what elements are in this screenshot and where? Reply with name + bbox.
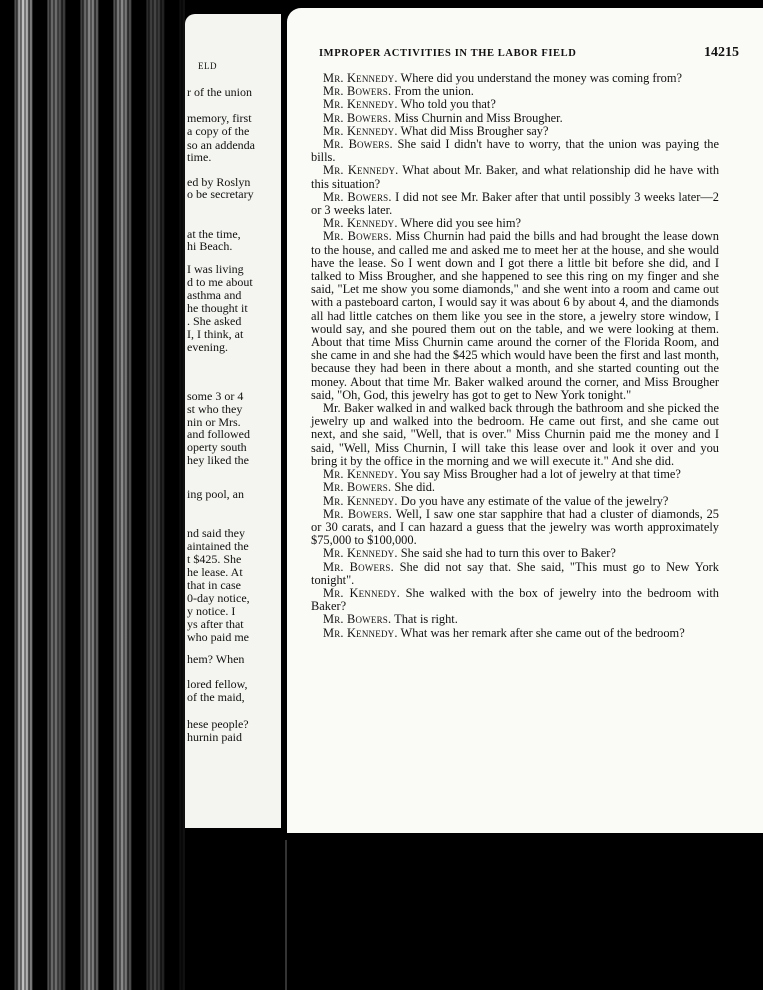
left-page-line: o be secretary	[187, 187, 254, 201]
speaker-name: Mr. Kennedy.	[323, 467, 398, 482]
speaker-name: Mr. Bowers.	[323, 189, 392, 204]
speaker-name: Mr. Kennedy.	[323, 97, 398, 112]
left-page-line: hurnin paid	[187, 730, 242, 744]
paragraph-text: She said I didn't have to worry, that the union was paying the bills.	[311, 137, 719, 165]
speaker-name: Mr. Kennedy.	[323, 71, 398, 85]
paragraph-text: What did Miss Brougher say?	[397, 123, 549, 138]
left-page-line: lored fellow,	[187, 677, 248, 691]
left-page-line: of the maid,	[187, 690, 245, 704]
left-page-line: ys after that	[187, 617, 244, 631]
left-page-line: I, I think, at	[187, 327, 244, 341]
running-head-title: IMPROPER ACTIVITIES IN THE LABOR FIELD	[319, 48, 577, 59]
paragraph-text: Do you have any estimate of the value of the jewelry?	[397, 493, 669, 508]
right-page	[287, 8, 763, 833]
left-page-line: some 3 or 4	[187, 389, 244, 403]
left-page-line: I was living	[187, 262, 244, 276]
testimony-paragraph	[311, 561, 719, 587]
speaker-name: Mr. Bowers.	[323, 612, 392, 627]
left-page-line: hese people?	[187, 717, 249, 731]
speaker-name: Mr. Kennedy.	[323, 163, 399, 178]
paragraph-text: That is right.	[391, 612, 458, 627]
paragraph-text: You say Miss Brougher had a lot of jewelry at that time?	[397, 467, 681, 482]
left-page-line: that in case	[187, 578, 241, 592]
paragraph-text: Well, I saw one star sapphire that had a cluster of diamonds, 25 or 30 carats, and I can hazard a guess that the jewelry was worth approximately $75,000 to $100,000.	[311, 506, 719, 548]
speaker-name: Mr. Kennedy.	[323, 585, 401, 600]
left-page-line: . She asked	[187, 314, 242, 328]
left-page-line: a copy of the	[187, 124, 250, 138]
left-page-line: y notice. I	[187, 604, 236, 618]
speaker-name: Mr. Kennedy.	[323, 216, 398, 231]
scanner-edge-shadow	[0, 0, 185, 990]
speaker-name: Mr. Bowers.	[323, 84, 392, 99]
paragraph-text: I did not see Mr. Baker after that until possibly 3 weeks later—2 or 3 weeks later.	[311, 189, 719, 218]
left-page-line: time.	[187, 150, 212, 164]
scan-background	[287, 833, 763, 990]
left-page-line: and followed	[187, 427, 250, 441]
left-page-line: he lease. At	[187, 565, 243, 579]
speaker-name: Mr. Bowers.	[323, 506, 393, 521]
testimony-paragraph	[311, 508, 719, 548]
left-page-line: asthma and	[187, 288, 242, 302]
testimony-paragraph	[311, 138, 719, 164]
left-page-line: d to me about	[187, 275, 253, 289]
paragraph-text: Where did you understand the money was coming from?	[397, 71, 682, 85]
page-number: 14215	[704, 45, 739, 60]
testimony-paragraph	[311, 627, 719, 640]
left-page-line: 0-day notice,	[187, 591, 250, 605]
left-page-line: st who they	[187, 402, 243, 416]
paragraph-text: Miss Churnin had paid the bills and had brought the lease down to the house, and called me and asked me to meet her at the house, and she would have the lease. So I went down and I got there a little bit before she did, and I talked to Miss Brougher, and she happened to see this ring on my finger and she said, "Let me show you some diamonds," and she went into a room and came out with a pasteboard carton, I would say it was about 6 by about 4, and the diamonds all had little catches on them like you see in the store, a jewelry store window, I would say, and she poured them out on the table, and we were looking at them. About that time Miss Churnin came around the corner of the Florida Room, and she came in and she had the $425 which would have been the first and last month, because they had been in there about a month, and she started counting out the money. About that time Mr. Baker walked around the corner, and Miss Brougher said, "Oh, God, this jewelry has got to get to New York tonight."	[311, 229, 719, 402]
left-page-line: so an addenda	[187, 138, 255, 152]
left-page	[185, 14, 281, 828]
left-page-line: nin or Mrs.	[187, 415, 241, 429]
left-page-line: evening.	[187, 340, 228, 354]
paragraph-text: She walked with the box of jewelry into the bedroom with Baker?	[311, 585, 720, 614]
left-page-line: nd said they	[187, 526, 245, 540]
paragraph-text: She said she had to turn this over to Baker?	[397, 546, 616, 561]
paragraph-text: She did.	[391, 480, 435, 495]
paragraph-text: Where did you see him?	[397, 216, 521, 231]
page-crease	[285, 840, 287, 990]
left-page-line: r of the union	[187, 85, 252, 99]
left-page-line: hi Beach.	[187, 239, 233, 253]
left-page-line: ed by Roslyn	[187, 175, 251, 189]
left-page-line: hey liked the	[187, 453, 249, 467]
paragraph-text: From the union.	[391, 84, 474, 99]
testimony-text	[311, 72, 719, 640]
speaker-name: Mr. Bowers.	[323, 137, 393, 152]
testimony-paragraph	[311, 191, 719, 217]
speaker-name: Mr. Kennedy.	[323, 493, 398, 508]
speaker-name: Mr. Bowers.	[323, 110, 392, 125]
left-page-line: t $425. She	[187, 552, 242, 566]
testimony-paragraph	[311, 164, 719, 190]
left-page-line: he thought it	[187, 301, 248, 315]
paragraph-text: What was her remark after she came out of the bedroom?	[397, 625, 685, 640]
left-page-line: memory, first	[187, 111, 252, 125]
paragraph-text: She did not say that. She said, "This must go to New York tonight".	[311, 559, 719, 587]
left-page-line: who paid me	[187, 630, 249, 644]
testimony-paragraph	[311, 402, 719, 468]
speaker-name: Mr. Kennedy.	[323, 625, 398, 640]
left-page-line: hem? When	[187, 652, 245, 666]
paragraph-text: What about Mr. Baker, and what relationship did he have with this situation?	[311, 163, 720, 191]
left-page-line: operty south	[187, 440, 247, 454]
testimony-paragraph	[311, 230, 719, 402]
left-page-line: ing pool, an	[187, 487, 244, 501]
speaker-name: Mr. Kennedy.	[323, 123, 398, 138]
left-page-line: at the time,	[187, 227, 241, 241]
paragraph-text: Who told you that?	[397, 97, 496, 112]
speaker-name: Mr. Bowers.	[323, 480, 392, 495]
paragraph-text: Mr. Baker walked in and walked back through the bathroom and she picked the jewelry up and walked into the bedroom. He came out first, and she came out next, and she said, "Well, that is over." Miss Churnin paid me the money and I said, "Well, Miss Churnin, I will take this lease over and look it over and you bring it by the office in the morning and we will execute it." And she did.	[311, 401, 719, 468]
speaker-name: Mr. Kennedy.	[323, 546, 398, 561]
running-head	[319, 46, 739, 62]
speaker-name: Mr. Bowers.	[323, 559, 394, 574]
testimony-paragraph	[311, 587, 719, 613]
paragraph-text: Miss Churnin and Miss Brougher.	[391, 110, 563, 125]
left-page-header: ELD	[198, 61, 217, 71]
left-page-line: aintained the	[187, 539, 249, 553]
speaker-name: Mr. Bowers.	[323, 229, 392, 244]
